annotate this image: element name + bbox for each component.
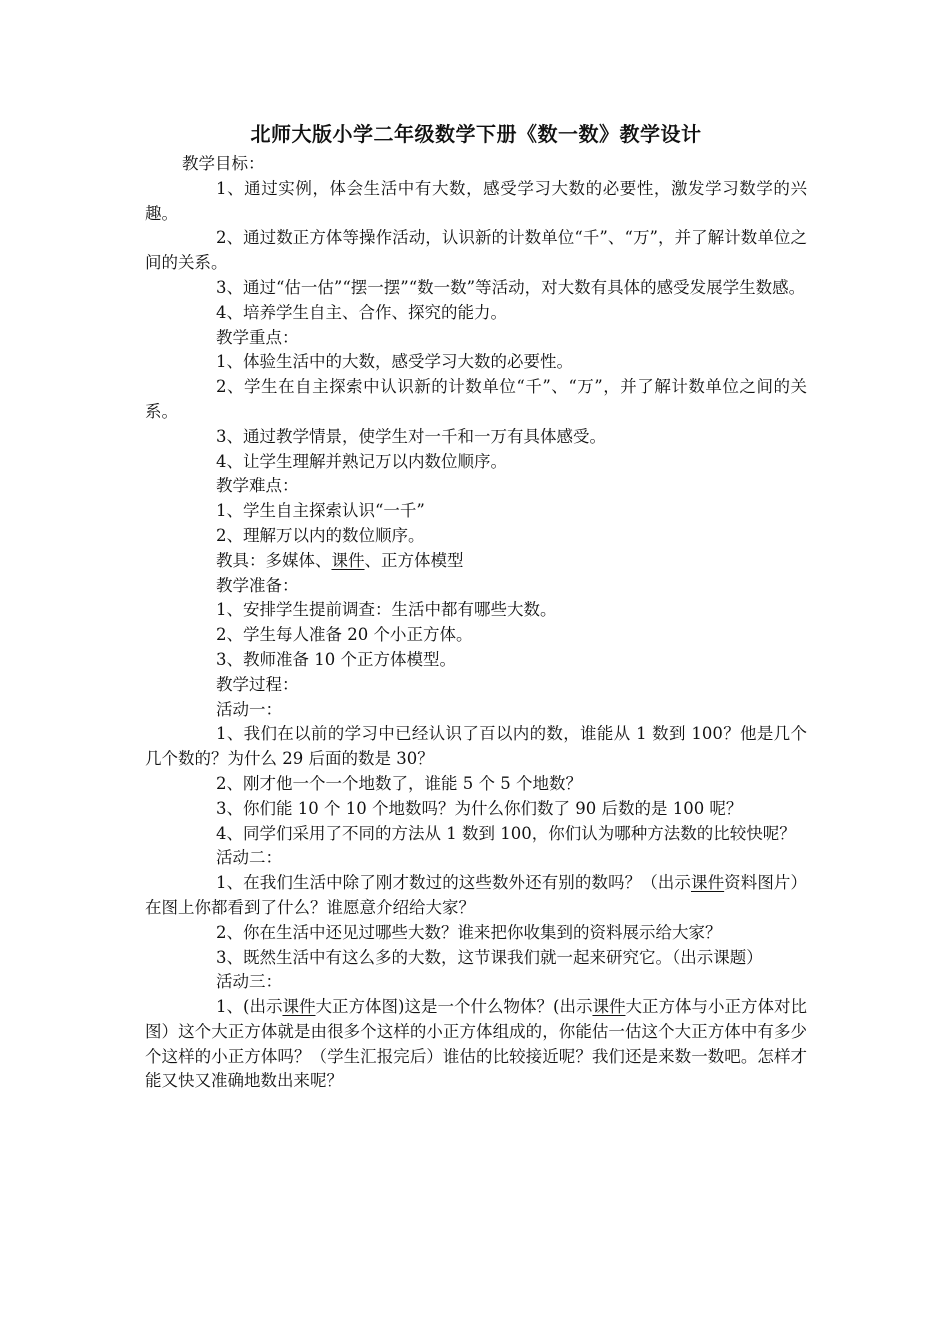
paragraph [145, 673, 807, 698]
paragraph [145, 797, 807, 822]
underlined-term: 课件 [690, 873, 725, 893]
paragraph [145, 995, 807, 1094]
text-run: 4、让学生理解并熟记万以内数位顺序。 [216, 451, 507, 471]
text-run: 2、你在生活中还见过哪些大数？谁来把你收集到的资料展示给大家？ [216, 922, 722, 942]
paragraph [145, 450, 807, 475]
text-run: 教学过程： [216, 674, 299, 694]
document-title: 北师大版小学二年级数学下册《数一数》教学设计 [250, 122, 702, 146]
paragraph [145, 822, 807, 847]
text-run: 4、同学们采用了不同的方法从 1 数到 100，你们认为哪种方法数的比较快呢？ [216, 823, 796, 843]
text-run: 教学重点： [216, 327, 299, 347]
text-run: 2、学生在自主探索中认识新的计数单位“千”、“万”，并了解计数单位之间的关系。 [145, 377, 807, 421]
paragraph [145, 722, 807, 772]
paragraph [145, 648, 807, 673]
text-run: 教学准备： [216, 575, 299, 595]
text-run: 教学难点： [216, 476, 299, 496]
paragraph [145, 921, 807, 946]
document-body [145, 152, 807, 1094]
text-run: 4、培养学生自主、合作、探究的能力。 [216, 302, 507, 322]
paragraph [145, 474, 807, 499]
text-run: 2、学生每人准备 20 个小正方体。 [216, 625, 473, 645]
paragraph [145, 226, 807, 276]
paragraph [145, 970, 807, 995]
paragraph [145, 152, 807, 177]
text-run: 3、通过“估一估”“摆一摆”“数一数”等活动，对大数有具体的感受发展学生数感。 [216, 277, 806, 297]
paragraph [145, 623, 807, 648]
text-run: 活动二： [216, 848, 282, 868]
document-page [145, 118, 807, 1094]
text-run: 大正方体图)这是一个什么物体？(出示 [315, 997, 593, 1017]
paragraph [145, 276, 807, 301]
paragraph [145, 375, 807, 425]
underlined-term: 课件 [282, 997, 316, 1017]
text-run: 2、刚才他一个一个地数了，谁能 5 个 5 个地数？ [216, 773, 582, 793]
paragraph [145, 350, 807, 375]
text-run: 3、教师准备 10 个正方体模型。 [216, 649, 456, 669]
paragraph [145, 946, 807, 971]
text-run: 1、通过实例，体会生活中有大数，感受学习大数的必要性，激发学习数学的兴趣。 [145, 178, 807, 223]
text-run: 教学目标： [182, 154, 265, 173]
text-run: 资料图片）在图上你都看到了什么？谁愿意介绍给大家？ [145, 873, 807, 917]
paragraph [145, 574, 807, 599]
paragraph [145, 549, 807, 574]
text-run: 1、我们在以前的学习中已经认识了百以内的数，谁能从 1 数到 100？他是几个几个数的？为什么 29 后面的数是 30？ [145, 724, 807, 769]
paragraph [145, 499, 807, 524]
paragraph [145, 598, 807, 623]
text-run: 1、在我们生活中除了刚才数过的这些数外还有别的数吗？（出示 [216, 873, 691, 893]
paragraph [145, 846, 807, 871]
text-run: 1、学生自主探索认识“一千” [216, 501, 425, 521]
underlined-term: 课件 [331, 550, 365, 570]
paragraph [145, 301, 807, 326]
paragraph [145, 425, 807, 450]
text-run: 1、安排学生提前调查：生活中都有哪些大数。 [216, 600, 557, 620]
text-run: 活动一： [216, 699, 282, 719]
paragraph [145, 524, 807, 549]
text-run: 大正方体与小正方体对比图）这个大正方体就是由很多个这样的小正方体组成的，你能估一估这个大正方体中有多少个这样的小正方体吗？（学生汇报完后）谁估的比较接近呢？我们还是来数一数吧。怎样才能又快又准确地数出来呢？ [145, 997, 808, 1091]
underlined-term: 课件 [592, 997, 626, 1017]
text-run: 2、理解万以内的数位顺序。 [216, 525, 425, 545]
text-run: 3、通过教学情景，使学生对一千和一万有具体感受。 [216, 426, 606, 446]
paragraph [145, 326, 807, 351]
paragraph [145, 772, 807, 797]
paragraph [145, 177, 807, 227]
text-run: 1、(出示 [216, 997, 283, 1017]
text-run: 3、你们能 10 个 10 个地数吗？为什么你们数了 90 后数的是 100 呢？ [216, 798, 743, 818]
text-run: 教具：多媒体、 [216, 550, 332, 570]
text-run: 3、既然生活中有这么多的大数，这节课我们就一起来研究它。（出示课题） [216, 947, 763, 967]
text-run: 1、体验生活中的大数，感受学习大数的必要性。 [216, 352, 573, 372]
text-run: 活动三： [216, 972, 282, 992]
text-run: 、正方体模型 [364, 550, 464, 570]
text-run: 2、通过数正方体等操作活动，认识新的计数单位“千”、“万”，并了解计数单位之间的关系。 [145, 228, 807, 273]
paragraph [145, 698, 807, 723]
paragraph [145, 871, 807, 921]
